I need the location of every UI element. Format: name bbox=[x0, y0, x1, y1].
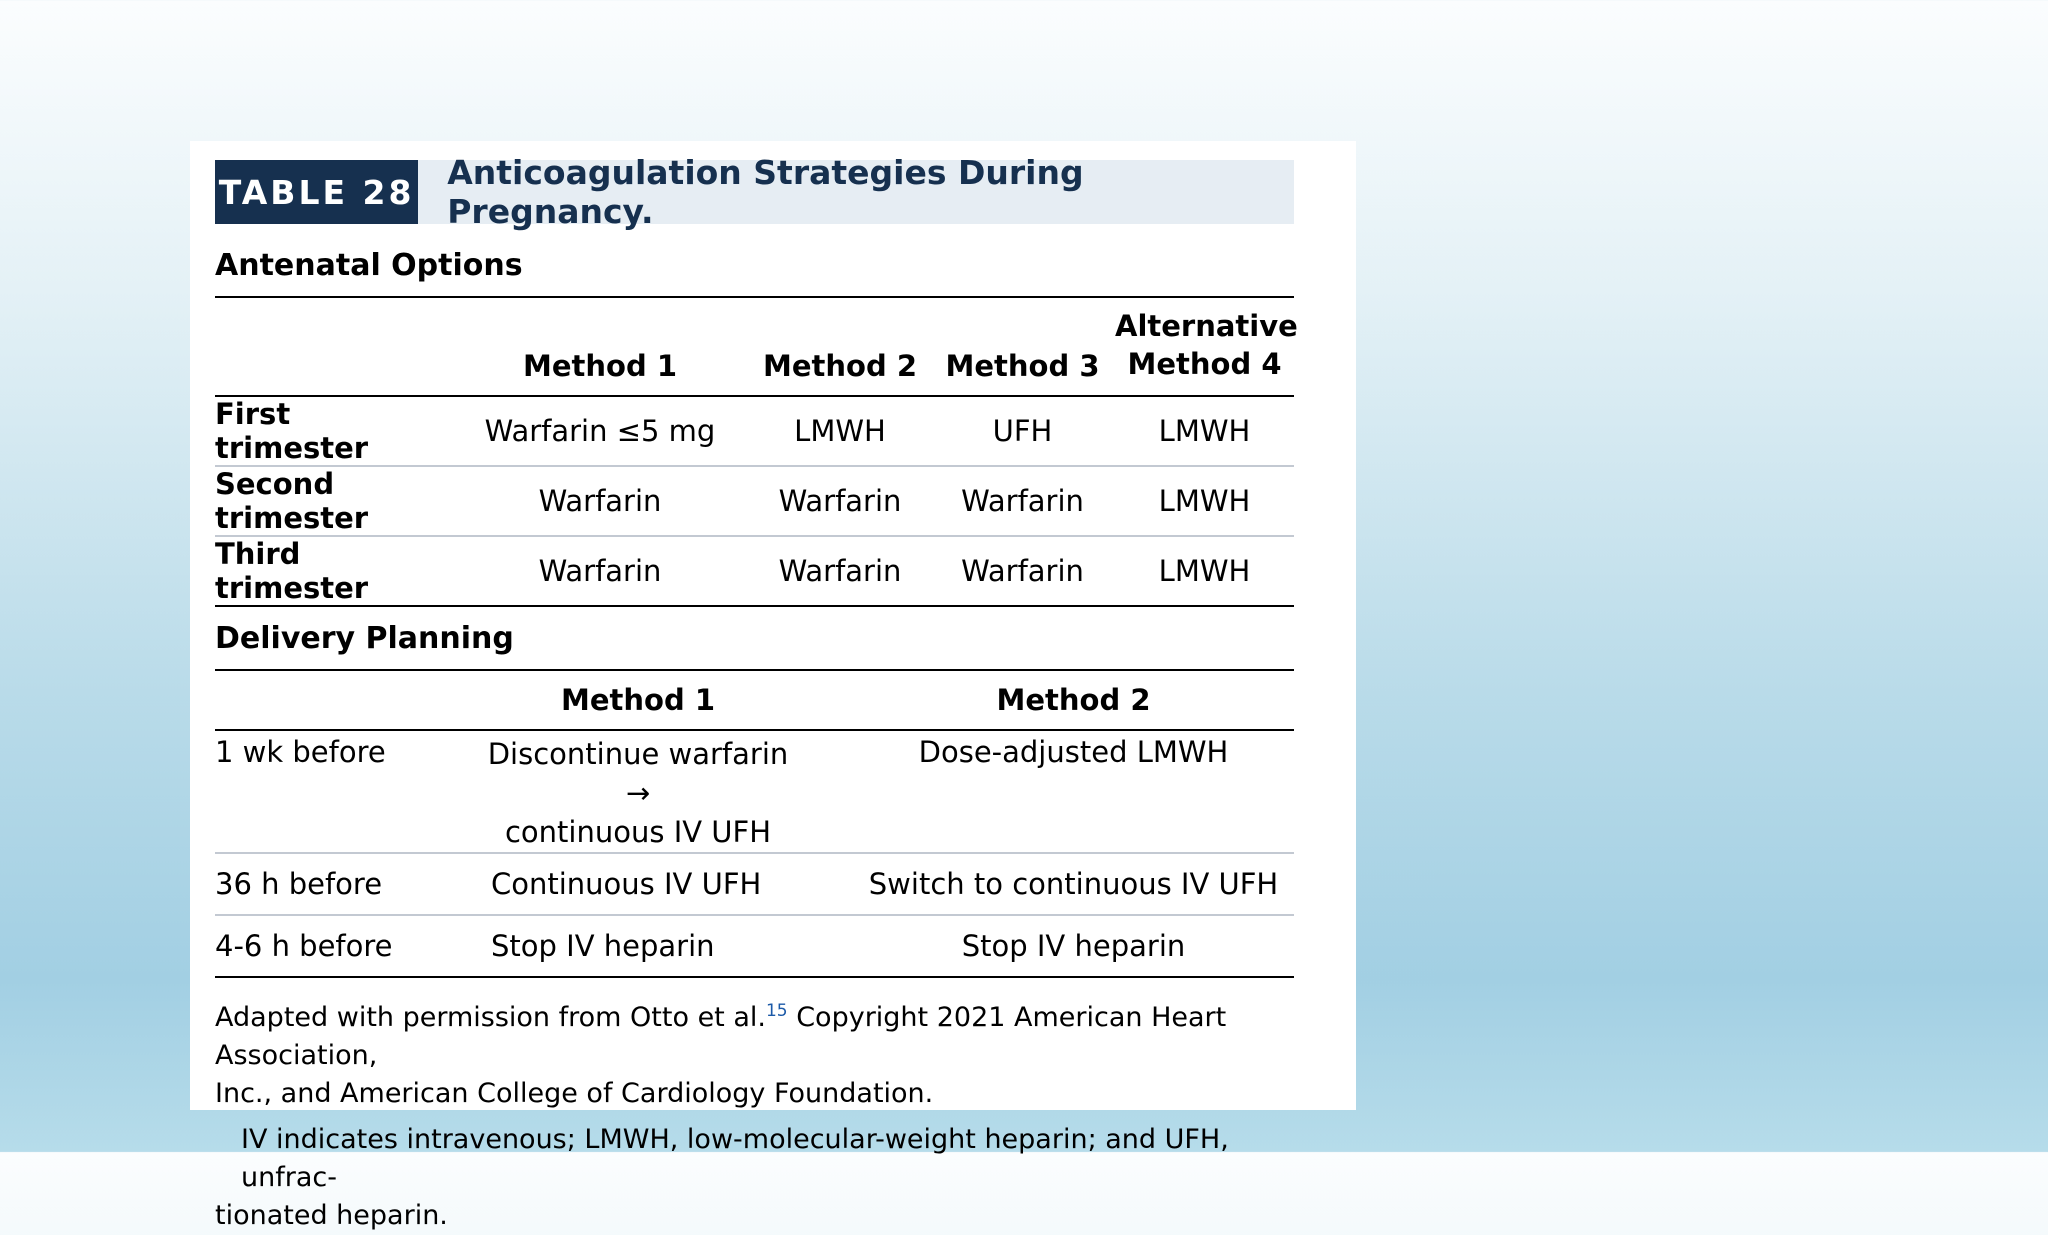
table-cell: Warfarin bbox=[930, 536, 1115, 605]
row-label: Third trimester bbox=[215, 536, 450, 605]
table-row bbox=[215, 396, 1294, 466]
table-row bbox=[215, 730, 1294, 853]
antenatal-header-method-3: Method 3 bbox=[945, 349, 1100, 383]
footnote-text: Inc., and American College of Cardiology Foundation. bbox=[215, 1078, 934, 1109]
row-label: 4-6 h before bbox=[215, 915, 483, 977]
antenatal-table bbox=[215, 296, 1298, 605]
table-cell: Dose-adjusted LMWH bbox=[918, 735, 1229, 769]
table-cell: Warfarin bbox=[750, 536, 930, 605]
table-cell: Warfarin ≤5 mg bbox=[484, 414, 716, 448]
table-cell: Warfarin bbox=[450, 466, 750, 536]
table-cell: Warfarin bbox=[930, 466, 1115, 536]
antenatal-header-row bbox=[215, 297, 1294, 396]
footnote-text: Adapted with permission from Otto et al. bbox=[215, 1002, 766, 1033]
table-title: Anticoagulation Strategies During Pregnancy. bbox=[447, 153, 1084, 231]
antenatal-header-method-2: Method 2 bbox=[763, 349, 917, 383]
delivery-heading-row bbox=[215, 605, 1294, 669]
footnote-abbreviations bbox=[215, 1121, 1294, 1235]
table-row bbox=[215, 466, 1294, 536]
footnote-adapted bbox=[215, 992, 1294, 1113]
header-method-4-line: Method 4 bbox=[1127, 347, 1282, 381]
table-cell: UFH bbox=[992, 414, 1053, 448]
table-cell: Warfarin bbox=[450, 536, 750, 605]
table-cell: Stop IV heparin bbox=[483, 915, 853, 977]
table-cell: Switch to continuous IV UFH bbox=[853, 853, 1294, 915]
table-cell: Stop IV heparin bbox=[853, 915, 1294, 977]
delivery-header-method-1: Method 1 bbox=[561, 683, 715, 717]
table-cell: Continuous IV UFH bbox=[483, 853, 853, 915]
table-cell: LMWH bbox=[1115, 536, 1294, 605]
table-row bbox=[215, 536, 1294, 605]
row-label: First trimester bbox=[215, 397, 369, 465]
antenatal-header-method-4 bbox=[1115, 297, 1298, 396]
table-cell: Warfarin bbox=[750, 466, 930, 536]
footnote-text: tionated heparin. bbox=[215, 1200, 448, 1231]
table-number: TABLE 28 bbox=[215, 160, 418, 224]
table-row bbox=[215, 915, 1294, 977]
antenatal-heading: Antenatal Options bbox=[215, 248, 523, 283]
table-row bbox=[215, 853, 1294, 915]
table-cell: LMWH bbox=[1115, 466, 1294, 536]
cell-line: Discontinue warfarin → bbox=[487, 737, 789, 810]
delivery-header-method-2: Method 2 bbox=[996, 683, 1151, 717]
footnote-text: Copyright 2021 American Heart Association, bbox=[215, 1002, 1227, 1071]
delivery-heading: Delivery Planning bbox=[215, 620, 514, 656]
table-cell: LMWH bbox=[794, 414, 886, 448]
delivery-table bbox=[215, 669, 1294, 978]
table-content bbox=[215, 153, 1298, 1235]
table-cell bbox=[483, 730, 853, 853]
cell-line: continuous IV UFH bbox=[504, 815, 772, 849]
footnote-text: IV indicates intravenous; LMWH, low-molecular-weight heparin; and UFH, unfrac- bbox=[241, 1124, 1229, 1193]
delivery-header-row bbox=[215, 670, 1294, 730]
header-alternative-line: Alternative bbox=[1115, 309, 1298, 343]
row-label: 36 h before bbox=[215, 853, 483, 915]
antenatal-header-method-1: Method 1 bbox=[523, 349, 677, 383]
table-cell: LMWH bbox=[1158, 414, 1251, 448]
table-title-bar bbox=[215, 153, 1294, 231]
row-label: 1 wk before bbox=[215, 735, 386, 769]
table-card bbox=[190, 141, 1356, 1231]
reference-link[interactable]: 15 bbox=[765, 1001, 788, 1021]
row-label: Second trimester bbox=[215, 466, 450, 536]
